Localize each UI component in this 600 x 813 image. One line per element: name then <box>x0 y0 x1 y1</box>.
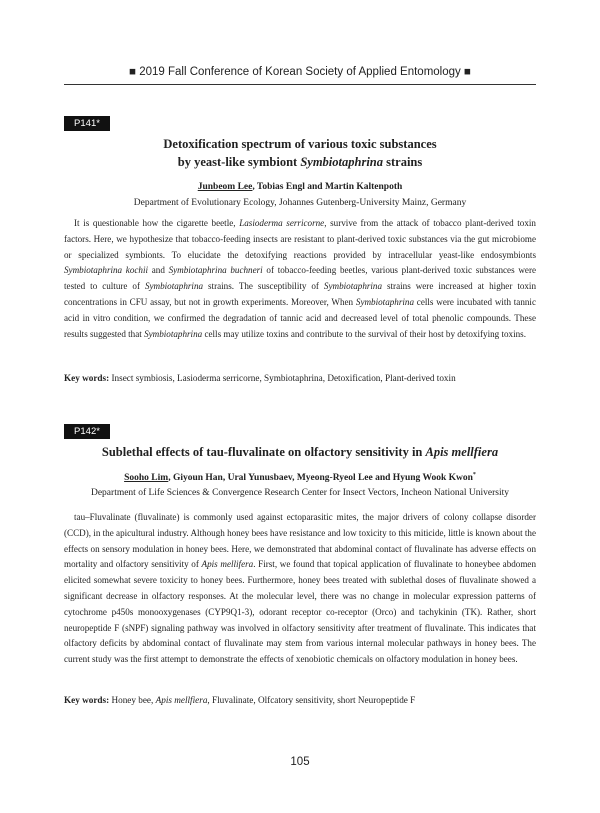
title-text: by yeast-like symbiont <box>177 155 301 169</box>
page-number: 105 <box>290 756 310 768</box>
keywords-text: Insect symbiosis, Lasioderma serricorne, Symbiotaphrina, Detoxification, Plant-derived toxin <box>109 373 456 383</box>
body-text: cells were incubated with tannic acid in vitro condition, we confirmed the degradation of tannic acid and decreased level of total phenolic compounds. These results suggested that <box>64 296 536 339</box>
author-list <box>64 472 536 483</box>
keywords-label: Key words: <box>64 373 110 383</box>
abstract-title <box>64 443 536 461</box>
body-text: tau–Fluvalinate (fluvalinate) is commonly used against ectoparasitic mites, the major drivers of colony collapse disorder (CCD), in the apicultural industry. Although honey bees have resistance and low toxicity to this miticide, little is known about the effects on sensory modulation in honey bees. Here, we demonstrated that abdominal contact of fluvalinate has adverse effects on mortality and olfactory sensitivity of <box>64 512 536 570</box>
keywords-text: Honey bee, <box>109 695 156 705</box>
body-text: strains were increased at higher toxin concentrations in CFU assay, but not in growth experiments. Moreover, When <box>64 281 537 307</box>
title-italic: Apis mellfiera <box>425 445 499 459</box>
corresponding-author-mark: * <box>472 472 476 478</box>
abstract-title <box>64 135 536 171</box>
keywords <box>64 695 536 705</box>
body-text: , survive from the attack of tobacco plant-derived toxin factors. Here, we hypothesize that tobacco-feeding insects are resistant to plant-derived toxic substances via the gut microbiome or specialized symbionts. To elucidate the detoxifying reactions provided by intracellular yeast-like endosymbionts <box>64 218 536 260</box>
title-text: strains <box>383 155 423 169</box>
species-name: Lasioderma serricorne <box>239 218 325 228</box>
co-authors: , Giyoun Han, Ural Yunusbaev, Myeong-Ryeol Lee and Hyung Wook Kwon <box>168 473 473 484</box>
title-line-2 <box>64 153 536 171</box>
presenting-author: Junbeom Lee <box>197 182 253 192</box>
co-authors: , Tobias Engl and Martin Kaltenpoth <box>252 182 403 192</box>
body-text: cells may utilize toxins and contribute to the survival of their host by detoxifying toxins. <box>202 328 526 339</box>
abstract-body <box>64 216 536 342</box>
title-text: Sublethal effects of tau-fluvalinate on olfactory sensitivity in <box>101 445 426 459</box>
keywords-label: Key words: <box>64 695 110 705</box>
abstract-id-badge: P141* <box>64 116 110 131</box>
body-text: of tobacco-feeding beetles, various plant-derived toxic substances were tested to culture of <box>64 265 537 292</box>
presenting-author: Sooho Lim <box>124 473 169 484</box>
abstract-id-badge: P142* <box>64 424 110 439</box>
keywords-text: , Fluvalinate, Olfcatory sensitivity, short Neuropeptide F <box>207 695 416 705</box>
species-name: Symbiotaphrina kochii <box>64 265 149 276</box>
affiliation: Department of Evolutionary Ecology, Johannes Gutenberg-University Mainz, Germany <box>133 198 467 208</box>
body-text: It is questionable how the cigarette beetle, <box>74 218 240 228</box>
body-text: strains. The susceptibility of <box>203 281 324 292</box>
title-italic: Symbiotaphrina <box>300 155 383 169</box>
species-name: Symbiotaphrina <box>323 281 383 292</box>
keywords-italic: Apis mellfiera <box>155 695 208 705</box>
title-line-1: Detoxification spectrum of various toxic substances <box>163 137 437 151</box>
author-list <box>64 182 536 192</box>
body-text: and <box>148 265 169 276</box>
species-name: Symbiotaphrina buchneri <box>168 265 263 276</box>
affiliation: Department of Life Sciences & Convergence Research Center for Insect Vectors, Incheon National University <box>90 488 510 498</box>
species-name: Apis mellifera <box>201 559 254 570</box>
species-name: Symbiotaphrina <box>144 281 204 292</box>
body-text: . First, we found that topical application of fluvalinate to honeybee abdomen elicited somewhat severe toxicity to honey bees. Furthermore, honey bees treated with sublethal doses of fluvalinate showed a significant decrease in olfactory responses. At the molecular level, there was no change in molecular expression patterns of cytochrome p450s monooxygenases (CYP9Q1-3), odorant receptor co-receptor (Orco) and tachykinin (TK). Rather, short neuropeptide F (sNPF) signaling pathway was involved in olfactory sensitivity after treatment of fluvalinate. This indicates that olfactory deficits by abdominal contact of fluvalinate may stem from various internal molecular pathways in honey bees. The current study was the first attempt to demonstrate the effects of xenobiotic chemicals on olfactory modulation in honey bees. <box>64 559 536 665</box>
abstract-body <box>64 510 536 668</box>
header-rule <box>64 84 536 85</box>
keywords <box>64 373 536 383</box>
conference-header: ■ 2019 Fall Conference of Korean Society of Applied Entomology ■ <box>129 66 471 78</box>
species-name: Symbiotaphrina <box>355 296 415 307</box>
species-name: Symbiotaphrina <box>144 328 203 339</box>
